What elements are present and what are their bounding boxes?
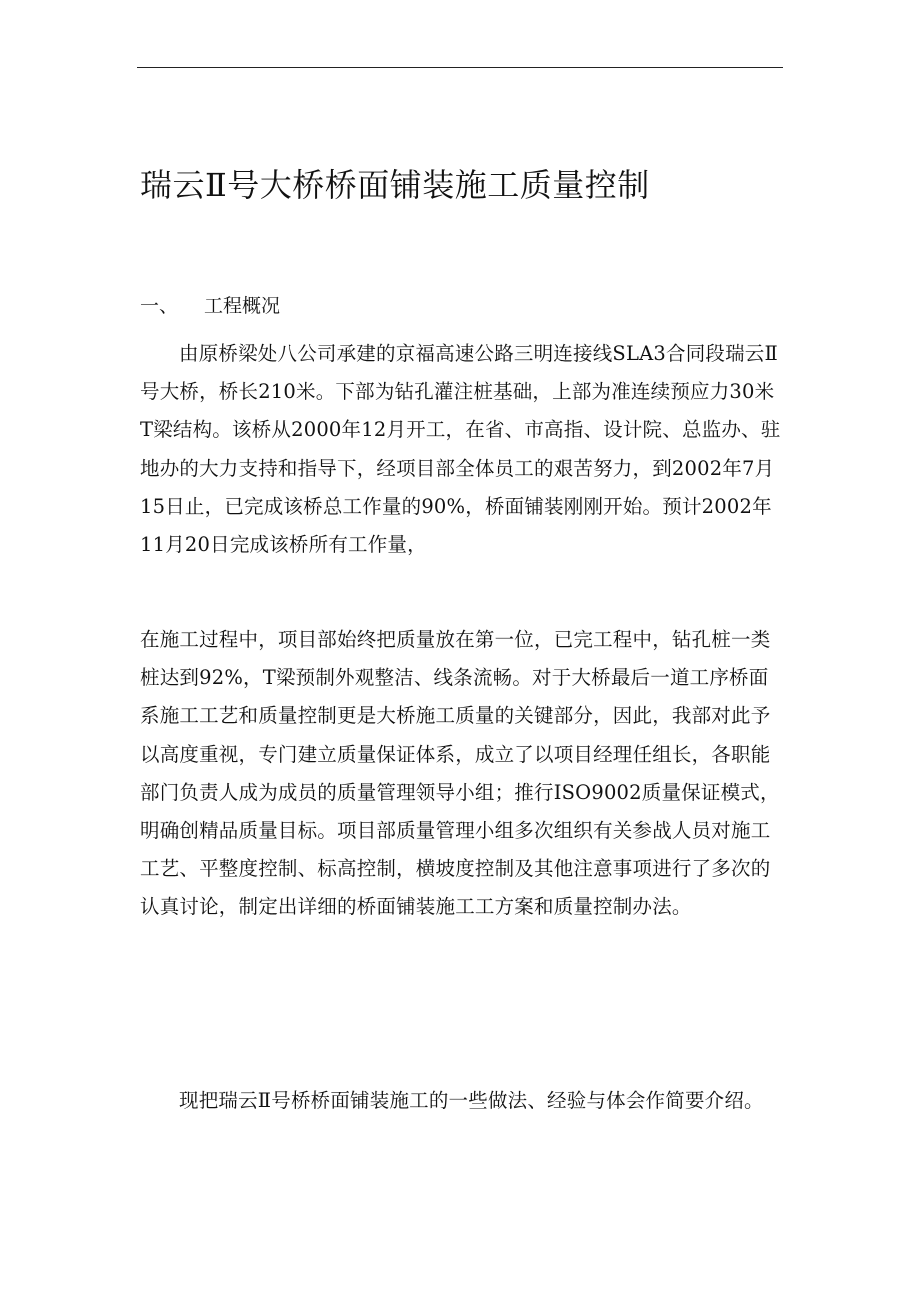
document-title: 瑞云Ⅱ号大桥桥面铺装施工质量控制 [140, 166, 650, 204]
paragraph-introduction: 现把瑞云Ⅱ号桥桥面铺装施工的一些做法、经验与体会作简要介绍。 [179, 1089, 764, 1112]
header-rule [137, 67, 783, 68]
paragraph-overview: 由原桥梁处八公司承建的京福高速公路三明连接线SLA3合同段瑞云Ⅱ号大桥，桥长210米。下部为钻孔灌注桩基础，上部为准连续预应力30米T梁结构。该桥从2000年12月开工，在省、市高指、设计院、总监办、驻地办的大力支持和指导下，经项目部全体员工的艰苦努力，到2002年7月15日止，已完成该桥总工作量的90%，桥面铺装刚刚开始。预计2002年11月20日完成该桥所有工作量， [140, 342, 781, 557]
paragraph-quality: 在施工过程中，项目部始终把质量放在第一位，已完工程中，钻孔桩一类桩达到92%，T梁预制外观整洁、线条流畅。对于大桥最后一道工序桥面系施工工艺和质量控制更是大桥施工质量的关键部分，因此，我部对此予以高度重视，专门建立质量保证体系，成立了以项目经理任组长，各职能部门负责人成为成员的质量管理领导小组；推行ISO9002质量保证模式，明确创精品质量目标。项目部质量管理小组多次组织有关参战人员对施工工艺、平整度控制、标高控制，横坡度控制及其他注意事项进行了多次的认真讨论，制定出详细的桥面铺装施工工方案和质量控制办法。 [140, 628, 780, 919]
section-heading [140, 290, 780, 322]
section-number: 一、 [140, 295, 179, 317]
section-title: 工程概况 [204, 295, 281, 317]
